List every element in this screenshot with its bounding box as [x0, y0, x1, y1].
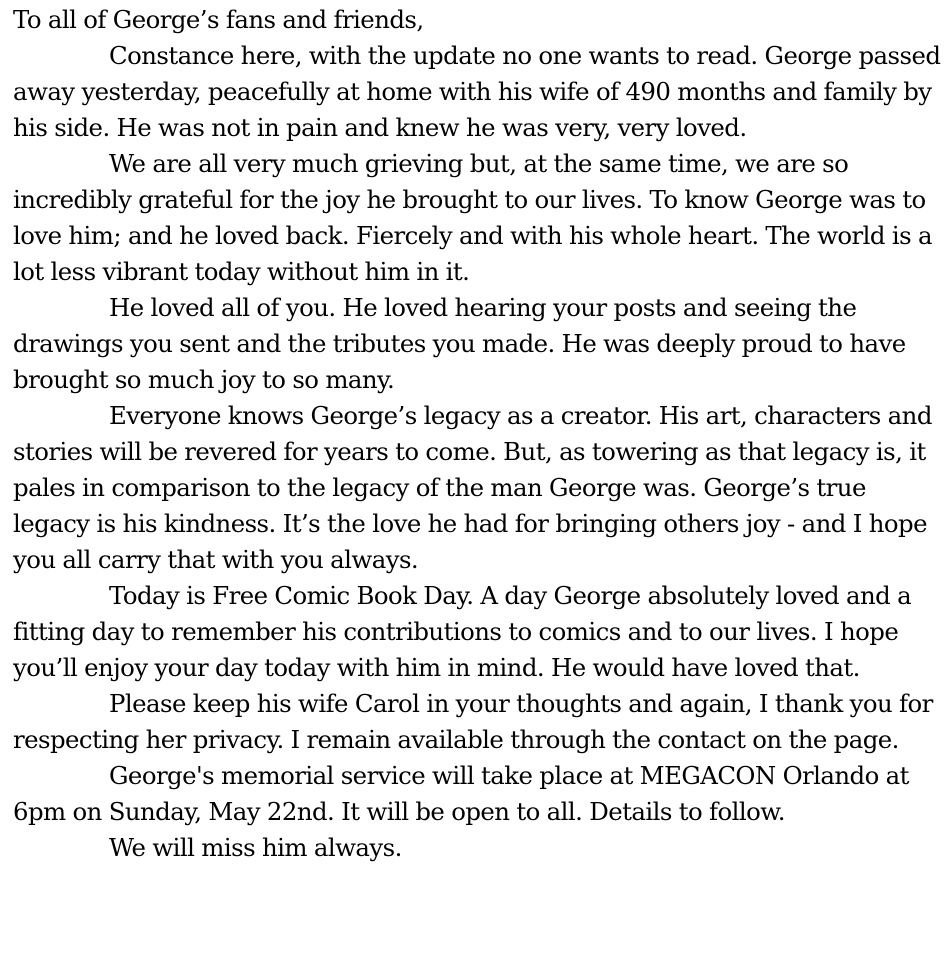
- paragraph-memorial-service: George's memorial service will take place at MEGACON Orlando at 6pm on Sunday, May 22nd. It will be open to all. Details to follow.: [13, 761, 909, 826]
- paragraph-free-comic-book-day: Today is Free Comic Book Day. A day George absolutely loved and a fitting day to remember his contributions to comics and to our lives. I hope you’ll enjoy your day today with him in mind. He would have loved that.: [13, 581, 912, 682]
- paragraph-legacy: Everyone knows George’s legacy as a creator. His art, characters and stories will be revered for years to come. But, as towering as that legacy is, it pales in comparison to the legacy of the man George was. George’s true legacy is his kindness. It’s the love he had for bringing others joy - and I hope you all carry that with you always.: [13, 401, 932, 574]
- paragraph-privacy: Please keep his wife Carol in your thoughts and again, I thank you for respecting her privacy. I remain available through the contact on the page.: [13, 689, 933, 754]
- paragraph-announcement: Constance here, with the update no one wants to read. George passed away yesterday, peacefully at home with his wife of 490 months and family by his side. He was not in pain and knew he was very, very loved.: [13, 41, 941, 142]
- paragraph-grieving: We are all very much grieving but, at the same time, we are so incredibly grateful for the joy he brought to our lives. To know George was to love him; and he loved back. Fiercely and with his whole heart. The world is a lot less vibrant today without him in it.: [13, 149, 932, 286]
- salutation: To all of George’s fans and friends,: [13, 5, 424, 34]
- letter-body: [13, 2, 947, 866]
- paragraph-fans: He loved all of you. He loved hearing your posts and seeing the drawings you sent and the tributes you made. He was deeply proud to have brought so much joy to so many.: [13, 293, 906, 394]
- paragraph-closing: We will miss him always.: [109, 833, 402, 862]
